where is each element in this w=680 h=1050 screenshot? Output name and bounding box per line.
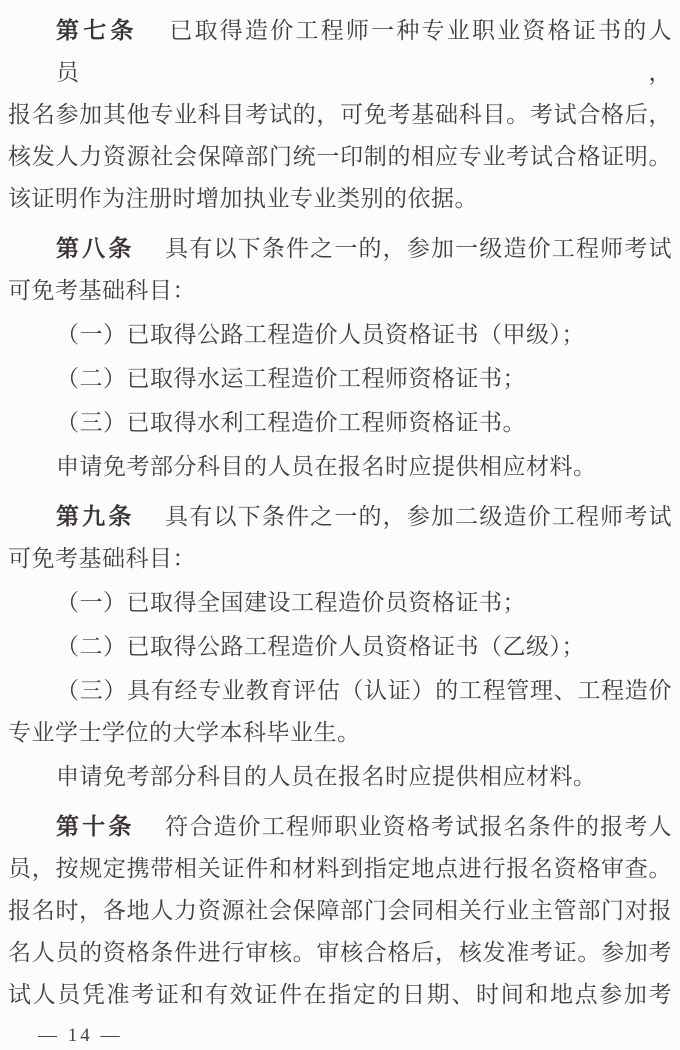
body-line: 名人员的资格条件进行审核。审核合格后，核发准考证。参加考: [8, 940, 672, 965]
body-line: 试人员凭准考证和有效证件在指定的日期、时间和地点参加考: [8, 982, 672, 1007]
note-paragraph: [8, 756, 672, 798]
article-paragraph-9: [8, 496, 672, 580]
list-item-line: （一）已取得全国建设工程造价员资格证书；: [56, 590, 526, 615]
list-item-1: [8, 582, 672, 624]
article-number: 第七条: [56, 18, 138, 43]
list-item-2: [8, 626, 672, 668]
list-item-3: [8, 402, 672, 444]
list-item-2: [8, 358, 672, 400]
note-paragraph: [8, 446, 672, 488]
list-item-line: （三）具有经专业教育评估（认证）的工程管理、工程造价: [56, 678, 672, 703]
article-paragraph-8: [8, 228, 672, 312]
line-text: 已取得造价工程师一种专业职业资格证书的人员，: [56, 18, 673, 85]
line-text: 具有以下条件之一的，参加一级造价工程师考试: [164, 236, 673, 261]
list-item-3: [8, 670, 672, 754]
list-item-1: [8, 314, 672, 356]
list-item-line: （二）已取得水运工程造价工程师资格证书；: [56, 366, 526, 391]
article-paragraph-10: [8, 806, 672, 1016]
body-line: 申请免考部分科目的人员在报名时应提供相应材料。: [56, 764, 597, 789]
body-line: 员，按规定携带相关证件和材料到指定地点进行报名资格审查。: [8, 856, 672, 881]
body-line: 报名时，各地人力资源社会保障部门会同相关行业主管部门对报: [8, 898, 672, 923]
body-line: 申请免考部分科目的人员在报名时应提供相应材料。: [56, 454, 597, 479]
body-line: 该证明作为注册时增加执业专业类别的依据。: [8, 186, 478, 211]
article-number: 第九条: [56, 504, 135, 529]
body-line: [8, 806, 672, 848]
body-line: 核发人力资源社会保障部门统一印制的相应专业考试合格证明。: [8, 144, 672, 169]
body-line: 可免考基础科目：: [8, 278, 196, 303]
body-line: 可免考基础科目：: [8, 546, 196, 571]
list-item-line: （一）已取得公路工程造价人员资格证书（甲级）；: [56, 322, 585, 347]
body-line: 报名参加其他专业科目考试的，可免考基础科目。考试合格后，: [8, 102, 672, 127]
line-text: 符合造价工程师职业资格考试报名条件的报考人: [164, 814, 673, 839]
body-line: [8, 228, 672, 270]
line-text: 具有以下条件之一的，参加二级造价工程师考试: [164, 504, 673, 529]
article-number: 第八条: [56, 236, 135, 261]
list-item-line: （二）已取得公路工程造价人员资格证书（乙级）；: [56, 634, 585, 659]
body-line: [8, 496, 672, 538]
article-paragraph-7: [8, 10, 672, 220]
list-item-line: 专业学士学位的大学本科毕业生。: [8, 720, 361, 745]
body-line: [8, 10, 672, 94]
list-item-line: （三）已取得水利工程造价工程师资格证书。: [56, 410, 526, 435]
article-number: 第十条: [56, 814, 135, 839]
page-number: — 14 —: [38, 1025, 123, 1046]
